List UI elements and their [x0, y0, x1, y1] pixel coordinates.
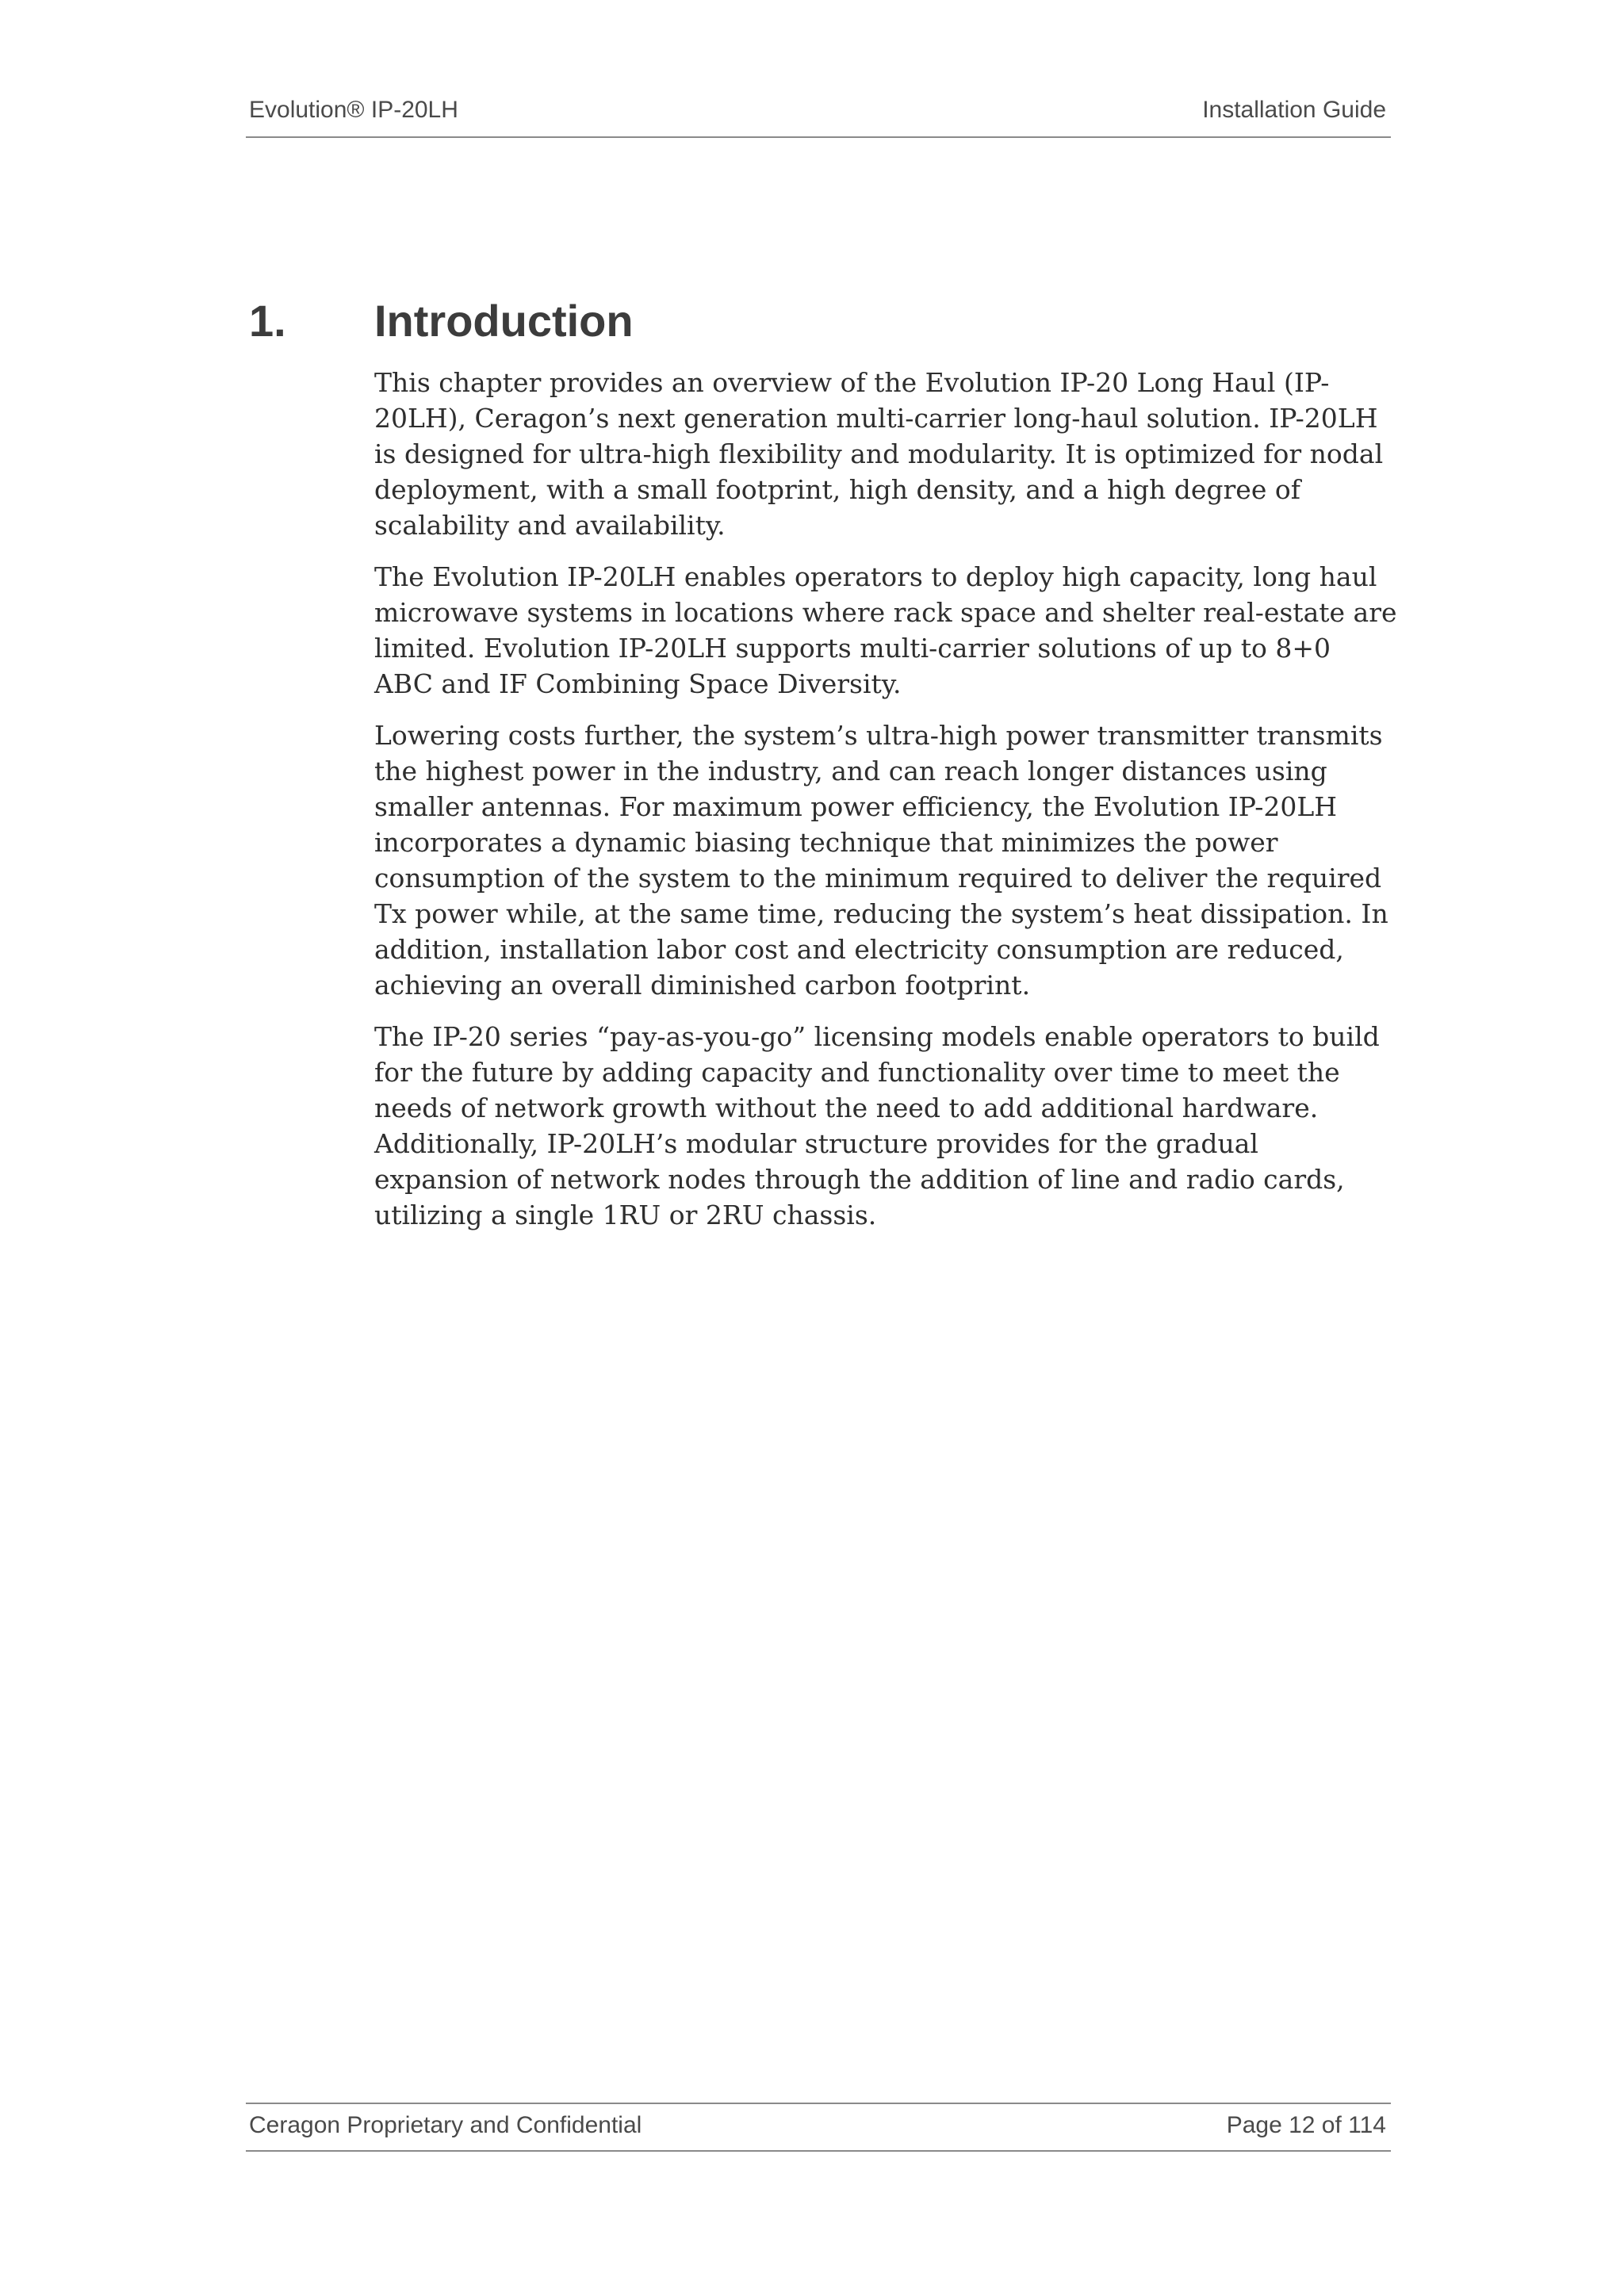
paragraph-power-efficiency: Lowering costs further, the system’s ultra-high power transmitter transmits the highest power in the industry, and can reach longer distances using smaller antennas. For maximum power efficiency, the Evolution IP-20LH incorporates a dynamic biasing technique that minimizes the power consumption of the system to the minimum required to deliver the required Tx power while, at the same time, reducing the system’s heat dissipation. In addition, installation labor cost and electricity consumption are reduced, achieving an overall diminished carbon footprint. — [374, 720, 1388, 1001]
page-footer — [246, 2103, 1391, 2152]
paragraph-capacity: The Evolution IP-20LH enables operators to deploy high capacity, long haul microwave systems in locations where rack space and shelter real-estate are limited. Evolution IP-20LH supports multi-carrier solutions of up to 8+0 ABC and IF Combining Space Diversity. — [374, 561, 1397, 699]
chapter-number: 1. — [249, 296, 286, 346]
header-document-type: Installation Guide — [1202, 97, 1386, 123]
footer-page-number: Page 12 of 114 — [1226, 2112, 1386, 2138]
page-header — [246, 94, 1391, 138]
chapter-body — [374, 365, 1397, 1249]
header-product-name: Evolution® IP-20LH — [249, 97, 458, 123]
chapter-heading — [246, 295, 1391, 358]
paragraph-licensing: The IP-20 series “pay-as-you-go” licensing models enable operators to build for the future by adding capacity and functionality over time to meet the needs of network growth without the need to add additional hardware. Additionally, IP-20LH’s modular structure provides for the gradual expansion of network nodes through the addition of line and radio cards, utilizing a single 1RU or 2RU chassis. — [374, 1021, 1380, 1230]
paragraph-overview: This chapter provides an overview of the Evolution IP-20 Long Haul (IP-20LH), Ceragon’s next generation multi-carrier long-haul solution. IP-20LH is designed for ultra-high flexibility and modularity. It is optimized for nodal deployment, with a small footprint, high density, and a high degree of scalability and availability. — [374, 367, 1384, 541]
chapter-title: Introduction — [374, 296, 634, 346]
footer-confidentiality: Ceragon Proprietary and Confidential — [249, 2112, 642, 2138]
